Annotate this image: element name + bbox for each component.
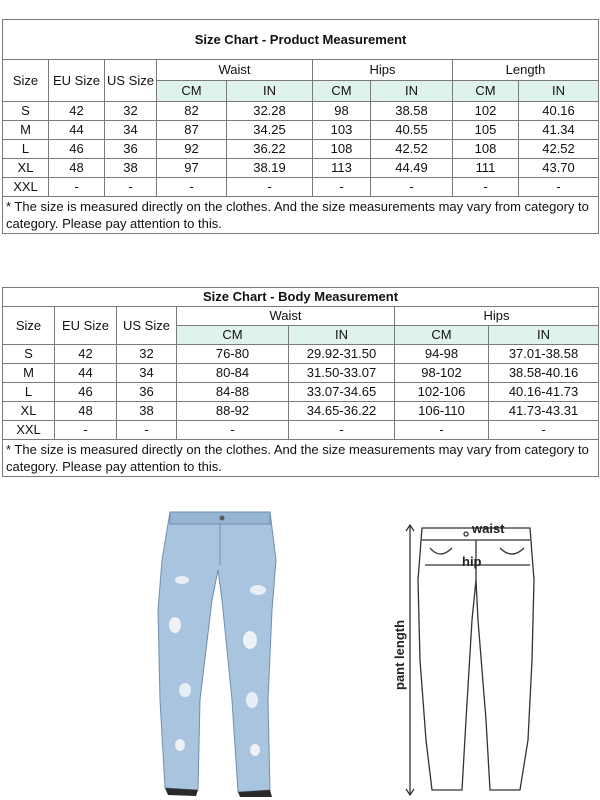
eu-size-header: EU Size xyxy=(49,60,105,102)
table-cell: 36 xyxy=(117,383,177,402)
table-cell: L xyxy=(3,140,49,159)
table-cell: 36.22 xyxy=(227,140,313,159)
waist-in-header: IN xyxy=(227,81,313,102)
body-chart-note: * The size is measured directly on the clothes. And the size measurements may vary from category to category. Please pay attention to this. xyxy=(3,440,599,477)
table-cell: - xyxy=(395,421,489,440)
table-cell: - xyxy=(105,178,157,197)
table-cell: 82 xyxy=(157,102,227,121)
table-cell: 94-98 xyxy=(395,345,489,364)
table-cell: - xyxy=(371,178,453,197)
table-cell: - xyxy=(313,178,371,197)
table-cell: 80-84 xyxy=(177,364,289,383)
table-cell: 44 xyxy=(55,364,117,383)
table-cell: 113 xyxy=(313,159,371,178)
waist-header: Waist xyxy=(157,60,313,81)
size-header: Size xyxy=(3,60,49,102)
table-cell: 42.52 xyxy=(519,140,599,159)
waist-cm-header: CM xyxy=(157,81,227,102)
table-cell: - xyxy=(177,421,289,440)
table-cell: M xyxy=(3,121,49,140)
table-cell: 38.58-40.16 xyxy=(489,364,599,383)
waist-label: waist xyxy=(472,521,505,536)
table-cell: - xyxy=(117,421,177,440)
table-cell: 106-110 xyxy=(395,402,489,421)
table-cell: 33.07-34.65 xyxy=(289,383,395,402)
table-cell: 34 xyxy=(105,121,157,140)
table-cell: 108 xyxy=(453,140,519,159)
table-row xyxy=(3,364,599,383)
table-cell: 40.55 xyxy=(371,121,453,140)
table-cell: 98-102 xyxy=(395,364,489,383)
table-cell: - xyxy=(489,421,599,440)
table-cell: 111 xyxy=(453,159,519,178)
table-cell: - xyxy=(227,178,313,197)
table-row xyxy=(3,402,599,421)
table-cell: 108 xyxy=(313,140,371,159)
table-row xyxy=(3,421,599,440)
table-row xyxy=(3,159,599,178)
us-size-header: US Size xyxy=(117,307,177,345)
product-chart-title: Size Chart - Product Measurement xyxy=(3,20,599,60)
length-cm-header: CM xyxy=(453,81,519,102)
table-cell: 103 xyxy=(313,121,371,140)
table-cell: 42 xyxy=(55,345,117,364)
body-measurement-table xyxy=(2,287,599,477)
table-cell: S xyxy=(3,102,49,121)
table-cell: 36 xyxy=(105,140,157,159)
waist-in-header: IN xyxy=(289,326,395,345)
table-row xyxy=(3,102,599,121)
table-cell: L xyxy=(3,383,55,402)
table-cell: - xyxy=(55,421,117,440)
table-cell: 38.19 xyxy=(227,159,313,178)
table-row xyxy=(3,345,599,364)
table-cell: 46 xyxy=(55,383,117,402)
table-cell: 92 xyxy=(157,140,227,159)
product-table-body xyxy=(3,102,599,197)
table-cell: 76-80 xyxy=(177,345,289,364)
table-cell: 43.70 xyxy=(519,159,599,178)
table-cell: - xyxy=(519,178,599,197)
table-cell: 98 xyxy=(313,102,371,121)
table-cell: 44.49 xyxy=(371,159,453,178)
table-cell: 37.01-38.58 xyxy=(489,345,599,364)
body-table-body xyxy=(3,345,599,440)
table-cell: - xyxy=(453,178,519,197)
table-cell: S xyxy=(3,345,55,364)
table-cell: 41.73-43.31 xyxy=(489,402,599,421)
table-cell: 44 xyxy=(49,121,105,140)
table-cell: 48 xyxy=(55,402,117,421)
us-size-header: US Size xyxy=(105,60,157,102)
table-cell: 84-88 xyxy=(177,383,289,402)
hips-header: Hips xyxy=(313,60,453,81)
hips-header: Hips xyxy=(395,307,599,326)
table-cell: 32 xyxy=(117,345,177,364)
table-cell: 48 xyxy=(49,159,105,178)
eu-size-header: EU Size xyxy=(55,307,117,345)
hips-in-header: IN xyxy=(489,326,599,345)
table-cell: 34.25 xyxy=(227,121,313,140)
table-cell: 31.50-33.07 xyxy=(289,364,395,383)
hips-cm-header: CM xyxy=(313,81,371,102)
table-cell: 34 xyxy=(117,364,177,383)
table-cell: M xyxy=(3,364,55,383)
table-cell: 32 xyxy=(105,102,157,121)
pant-length-label: pant length xyxy=(392,619,407,690)
length-header: Length xyxy=(453,60,599,81)
table-cell: XL xyxy=(3,402,55,421)
table-cell: 34.65-36.22 xyxy=(289,402,395,421)
table-cell: 102-106 xyxy=(395,383,489,402)
product-chart-note: * The size is measured directly on the clothes. And the size measurements may vary from category to category. Please pay attention to this. xyxy=(3,197,599,234)
table-cell: - xyxy=(157,178,227,197)
table-cell: 105 xyxy=(453,121,519,140)
table-cell: 40.16 xyxy=(519,102,599,121)
table-cell: 46 xyxy=(49,140,105,159)
table-cell: - xyxy=(289,421,395,440)
body-chart-title: Size Chart - Body Measurement xyxy=(3,288,599,307)
hips-cm-header: CM xyxy=(395,326,489,345)
table-cell: 102 xyxy=(453,102,519,121)
waist-cm-header: CM xyxy=(177,326,289,345)
table-row xyxy=(3,121,599,140)
table-cell: 88-92 xyxy=(177,402,289,421)
table-cell: 87 xyxy=(157,121,227,140)
table-cell: XL xyxy=(3,159,49,178)
table-cell: 41.34 xyxy=(519,121,599,140)
table-cell: 29.92-31.50 xyxy=(289,345,395,364)
table-cell: 42 xyxy=(49,102,105,121)
table-cell: - xyxy=(49,178,105,197)
size-header: Size xyxy=(3,307,55,345)
table-cell: 38.58 xyxy=(371,102,453,121)
product-images xyxy=(0,500,600,800)
jeans-photo xyxy=(158,512,276,797)
product-measurement-table xyxy=(2,19,599,234)
hips-in-header: IN xyxy=(371,81,453,102)
table-cell: 42.52 xyxy=(371,140,453,159)
table-cell: 38 xyxy=(105,159,157,178)
hip-label: hip xyxy=(462,554,482,569)
table-cell: 40.16-41.73 xyxy=(489,383,599,402)
table-row xyxy=(3,383,599,402)
table-row xyxy=(3,178,599,197)
table-cell: XXL xyxy=(3,178,49,197)
table-cell: 32.28 xyxy=(227,102,313,121)
table-cell: XXL xyxy=(3,421,55,440)
table-cell: 97 xyxy=(157,159,227,178)
table-row xyxy=(3,140,599,159)
table-cell: 38 xyxy=(117,402,177,421)
waist-header: Waist xyxy=(177,307,395,326)
length-in-header: IN xyxy=(519,81,599,102)
